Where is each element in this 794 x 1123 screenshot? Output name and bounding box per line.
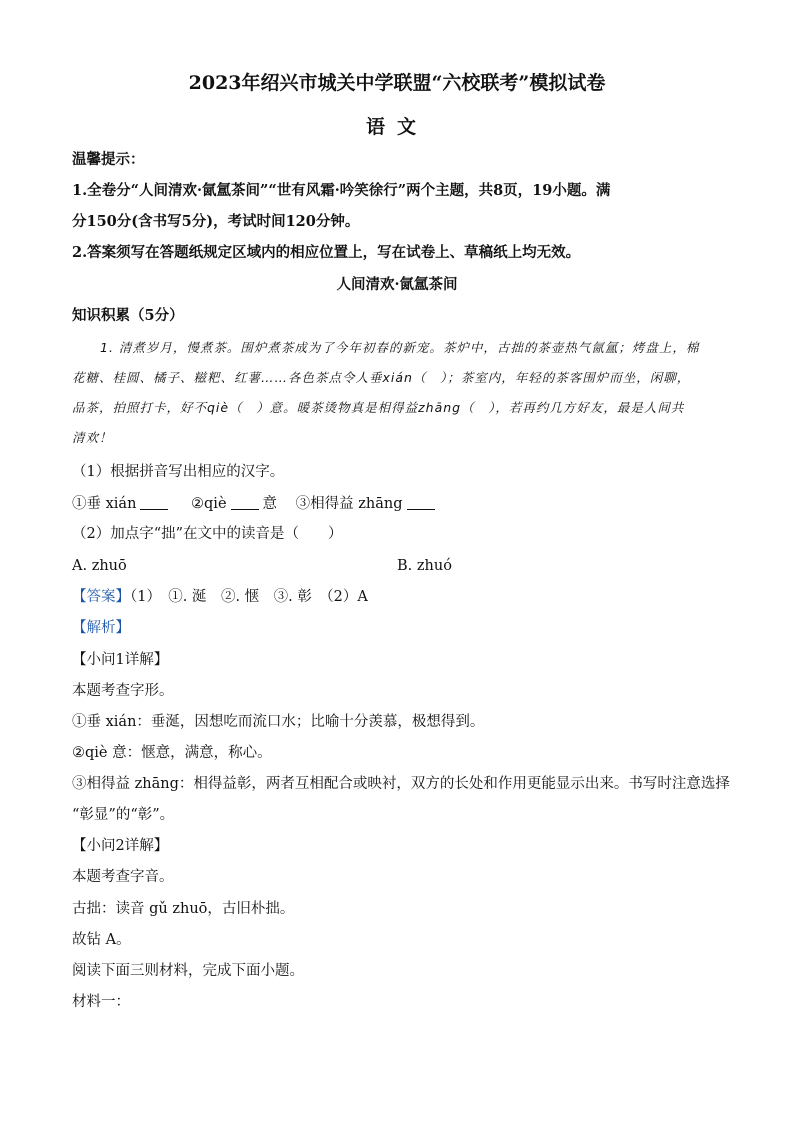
item-a-blank [140,495,168,510]
question-2: （2）加点字“拙”在文中的读音是（ ） [72,526,343,542]
subject-title: 语文 [365,116,428,138]
analysis-line-6: 故钻 A。 [72,932,131,948]
question-1: （1）根据拼音写出相应的汉字。 [72,464,285,480]
analysis-line-4: “彰显”的“彰”。 [72,807,175,823]
answer-line [72,587,368,607]
option-a: A. zhuō [72,558,127,574]
analysis-tag: 【解析】 [72,620,130,636]
item-b-blank [231,495,259,510]
item-c-label: ③相得益 zhāng [295,496,403,512]
sub-question-1-intro: 本题考查字形。 [72,683,174,699]
option-b: B. zhuó [397,558,452,574]
section-title: 人间清欢·氤氲茶间 [336,276,458,293]
item-a-label: ①垂 xián [72,496,137,512]
tips-line-2: 分150分(含书写5分)，考试时间120分钟。 [72,213,360,230]
knowledge-heading: 知识积累（5分） [72,307,184,324]
item-b-label: ②qiè [191,496,227,512]
analysis-line-5: 古拙：读音 gǔ zhuō，古旧朴拙。 [72,901,295,917]
reading-instruction: 阅读下面三则材料，完成下面小题。 [72,963,304,979]
passage-line-2: 花糖、桂圆、橘子、糍粑、红薯……各色茶点令人垂xián（ ）；茶室内，年轻的茶客围炉而坐，闲聊， [72,370,691,385]
question-1-items [72,494,439,514]
sub-question-2-heading: 【小问2详解】 [72,838,169,854]
tips-line-1: 1.全卷分“人间清欢·氤氲茶间”“世有风霜·吟笑徐行”两个主题，共8页，19小题。满 [72,182,611,199]
passage-line-3: 品茶，拍照打卡，好不qiè（ ）意。暖茶烫物真是相得益zhāng（ ），若再约几方好友，最是人间共 [72,400,685,415]
sub-question-2-intro: 本题考查字音。 [72,869,174,885]
item-c-blank [407,495,435,510]
answer-text: （1） ①. 涎 ②. 惬 ③. 彰 （2）A [130,589,368,605]
answer-tag: 【答案】 [72,589,130,605]
tips-line-3: 2.答案须写在答题纸规定区域内的相应位置上，写在试卷上、草稿纸上均无效。 [72,244,581,261]
analysis-line-3: ③相得益 zhāng：相得益彰，两者互相配合或映衬，双方的长处和作用更能显示出来。书写时注意选择 [72,776,730,792]
tips-heading: 温馨提示： [72,151,145,168]
exam-title: 2023年绍兴市城关中学联盟“六校联考”模拟试卷 [188,72,606,94]
material-one-label: 材料一： [72,994,130,1010]
sub-question-1-heading: 【小问1详解】 [72,652,169,668]
passage-line-4: 清欢！ [72,430,113,445]
analysis-line-2: ②qiè 意：惬意，满意，称心。 [72,745,272,761]
analysis-line-1: ①垂 xián：垂涎，因想吃而流口水；比喻十分羡慕，极想得到。 [72,714,485,730]
item-b-suffix: 意 [262,496,278,512]
passage-line-1: 1. 清煮岁月，慢煮茶。围炉煮茶成为了今年初春的新宠。茶炉中，古拙的茶壶热气氤氲；烤盘上，棉 [100,340,700,355]
